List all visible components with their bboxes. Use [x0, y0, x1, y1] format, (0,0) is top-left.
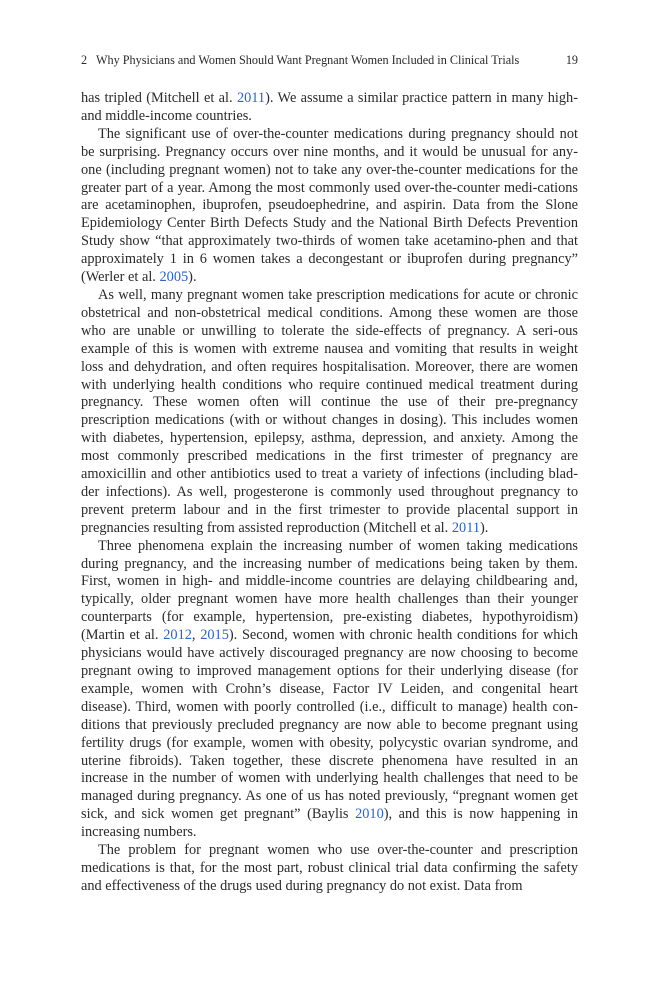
page-number: 19 — [565, 53, 578, 67]
citation-link[interactable]: 2011 — [451, 519, 480, 536]
paragraph — [81, 90, 578, 126]
chapter-number: 2 — [81, 53, 88, 67]
citation-link[interactable]: 2010 — [355, 806, 384, 823]
citation-link[interactable]: 2005 — [159, 269, 189, 286]
body-text — [81, 90, 578, 896]
text-run: ). We assume a similar practice pattern in many high- and middle-income countries. — [81, 90, 578, 124]
text-run: ). — [188, 269, 197, 286]
text-run: ). — [480, 519, 489, 536]
text-run: The significant use of over-the-counter medications during pregnancy should not be surprising. Pregnancy occurs over nine months, and it would be unusual for any-one (including pregnant women) not to take any over-the-counter medications for the greater part of a year. Among the most commonly used over-the-counter medi-cations are acetaminophen, ibuprofen, pseudoephedrine, and aspirin. Data from the Slone Epidemiology Center Birth Defects Study and the National Birth Defects Prevention Study show “that approximately two-thirds of women take acetamino-phen and that approximately 1 in 6 women takes a decongestant or ibuprofen during pregnancy” (Werler et al. — [81, 125, 578, 286]
paragraph — [81, 538, 578, 842]
paragraph — [81, 126, 578, 287]
text-run: The problem for pregnant women who use over-the-counter and prescription medications is that, for the most part, robust clinical trial data confirming the safety and effectiveness of the drugs used during pregnancy do not exist. Data from — [81, 842, 578, 894]
text-run: , — [191, 627, 201, 644]
running-title: Why Physicians and Women Should Want Pregnant Women Included in Clinical Trials — [96, 53, 520, 67]
running-header — [81, 51, 578, 69]
text-run: has tripled (Mitchell et al. — [81, 90, 237, 106]
citation-link[interactable]: 2015 — [200, 627, 229, 644]
text-run: ). Second, women with chronic health conditions for which physicians would have actively discouraged pregnancy are now choosing to become pregnant owing to improved management options for their underlying disease (for example, women with Crohn’s disease, Factor IV Leiden, and congenital heart disease). Third, women with poorly controlled (i.e., difficult to manage) health con-ditions that previously precluded pregnancy are now able to become pregnant using fertility drugs (for example, women with obesity, polycystic ovarian syndrome, and uterine fibroids). Taken together, these discrete phenomena have resulted in an increase in the number of women with underlying health challenges that need to be managed during pregnancy. As one of us has noted previously, “pregnant women get sick, and sick women get pregnant” (Baylis — [81, 627, 578, 823]
text-run: ), and this is now happening in increasing numbers. — [81, 806, 578, 841]
text-run: Three phenomena explain the increasing number of women taking medications during pregnancy, and the increasing number of medications being taken by them. First, women in high- and middle-income countries are delaying childbearing and, typically, older pregnant women have more health challenges than their younger counterparts (for example, hypertension, pre-existing diabetes, hypothyroidism) (Martin et al. — [81, 537, 578, 644]
citation-link[interactable]: 2011 — [236, 90, 266, 106]
text-run: As well, many pregnant women take prescription medications for acute or chronic obstetrical and non-obstetrical medical conditions. Among these women are those who are unable or unwilling to tolerate the side-effects of pregnancy. A seri-ous example of this is women with extreme nausea and vomiting that results in weight loss and dehydration, and often requires hospitalisation. Moreover, there are women with underlying health conditions who require continued medical treatment during pregnancy. These women often will continue the use of their pre-pregnancy prescription medications (with or without changes in dosing). This includes women with diabetes, hypertension, epilepsy, asthma, depression, and anxiety. Among the most commonly prescribed medications in the first trimester of pregnancy are amoxicillin and other antibiotics used to treat a variety of infections (including blad-der infections). As well, progesterone is commonly used throughout pregnancy to prevent preterm labour and in the first trimester to provide placental support in pregnancies resulting from assisted reproduction (Mitchell et al. — [81, 286, 578, 536]
citation-link[interactable]: 2012 — [163, 627, 192, 644]
paragraph — [81, 842, 578, 896]
paragraph — [81, 287, 578, 538]
